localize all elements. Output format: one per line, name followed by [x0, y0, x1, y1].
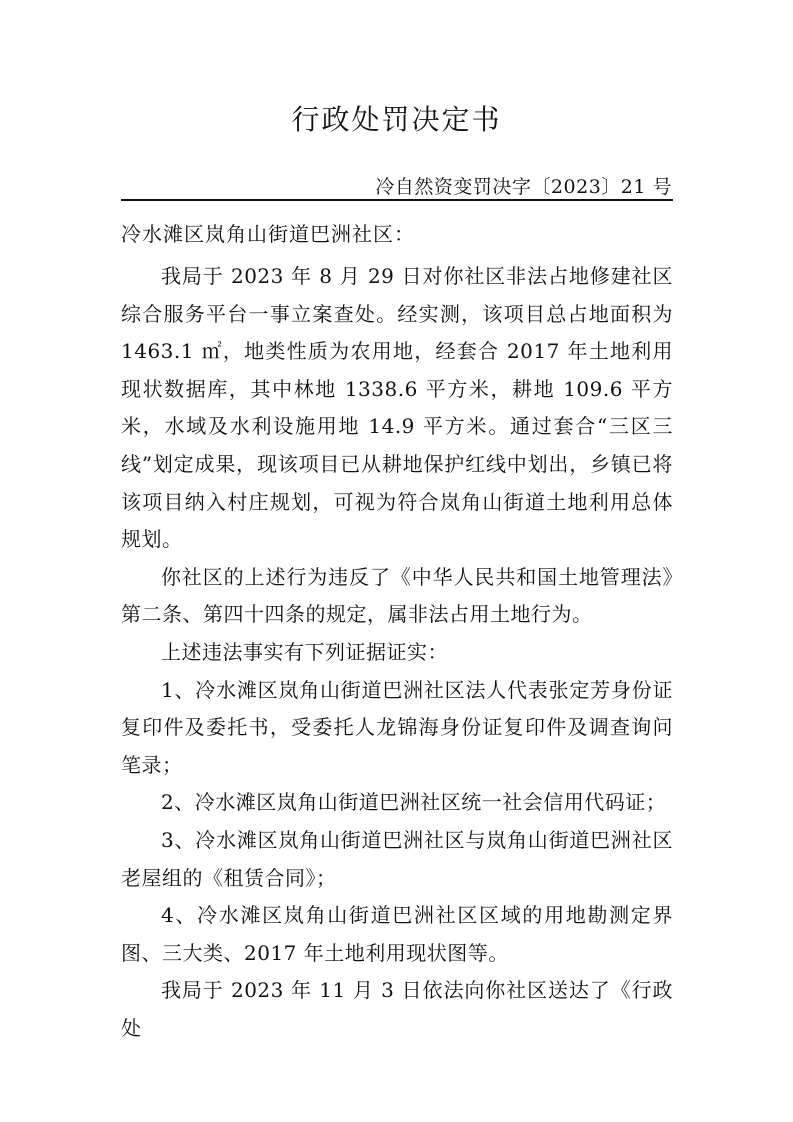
evidence-item-4: 4、冷水滩区岚角山街道巴洲社区区域的用地勘测定界图、三大类、2017 年土地利用现状图等。 [121, 903, 673, 965]
document-number: 冷自然资变罚决字〔2023〕21 号 [375, 176, 672, 198]
addressee: 冷水滩区岚角山街道巴洲社区： [121, 222, 415, 246]
document-body [121, 258, 673, 1047]
document-title: 行政处罚决定书 [291, 103, 502, 136]
paragraph-evidence-intro: 上述违法事实有下列证据证实： [161, 639, 448, 664]
header-divider [121, 199, 673, 201]
paragraph-case-facts: 我局于 2023 年 8 月 29 日对你社区非法占地修建社区综合服务平台一事立案查处。经实测，该项目总占地面积为 1463.1 ㎡，地类性质为农用地，经套合 2017 年土地利用现状数据库，其中林地 1338.6 平方米，耕地 109.6 平方米，水域及水利设施用地 14.9 平方米。通过套合“三区三线”划定成果，现该项目已从耕地保护红线中划出，乡镇已将该项目纳入村庄规划，可视为符合岚角山街道土地利用总体规划。 [121, 264, 673, 552]
evidence-item-1: 1、冷水滩区岚角山街道巴洲社区法人代表张定芳身份证复印件及委托书，受委托人龙锦海身份证复印件及调查询问笔录； [121, 677, 673, 777]
paragraph-notice: 我局于 2023 年 11 月 3 日依法向你社区送达了《行政处 [121, 978, 673, 1040]
paragraph-violation: 你社区的上述行为违反了《中华人民共和国土地管理法》第二条、第四十四条的规定，属非法占用土地行为。 [121, 564, 673, 627]
evidence-item-3: 3、冷水滩区岚角山街道巴洲社区与岚角山街道巴洲社区老屋组的《租赁合同》； [121, 827, 673, 890]
evidence-item-2: 2、冷水滩区岚角山街道巴洲社区统一社会信用代码证； [161, 790, 667, 815]
